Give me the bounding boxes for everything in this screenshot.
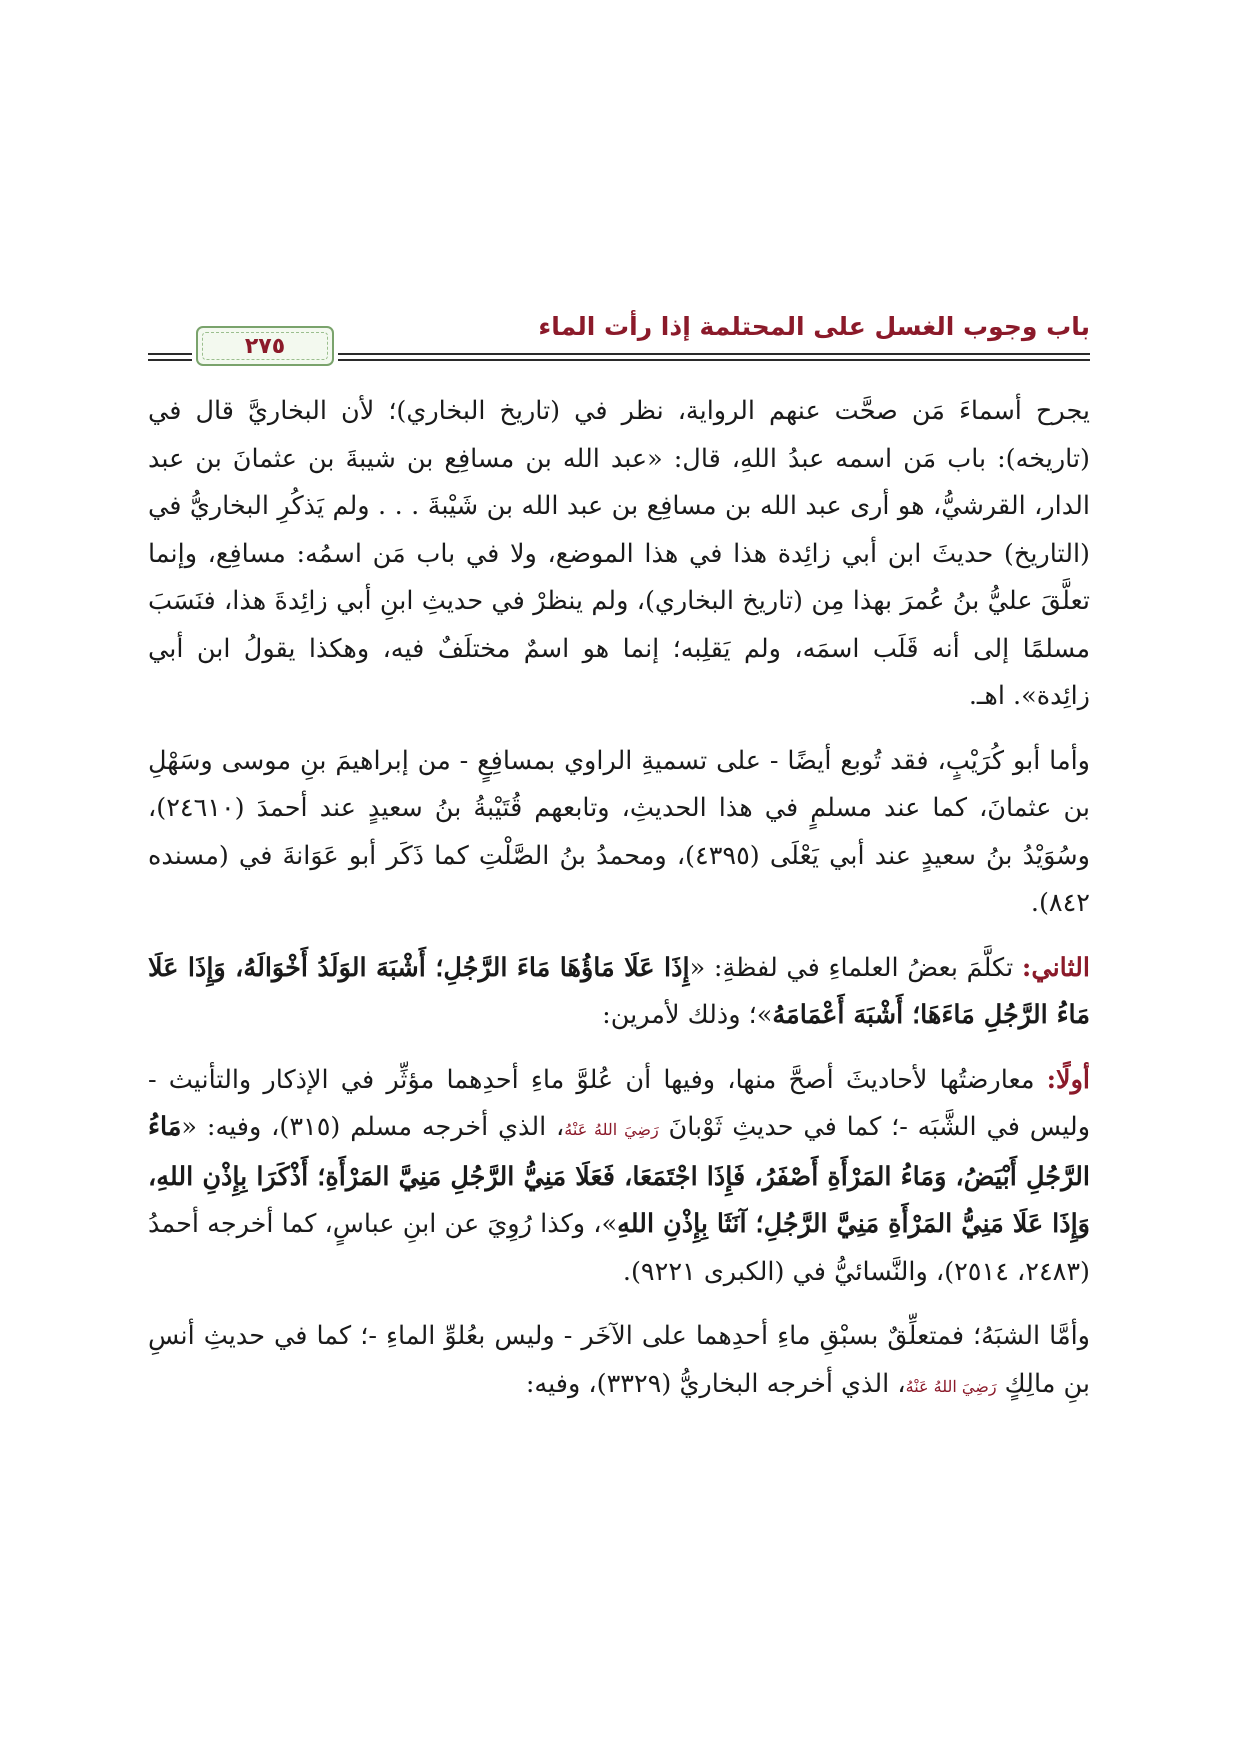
header-rule-left-top — [148, 353, 192, 355]
section-lead: الثاني: — [1021, 952, 1090, 983]
page-body — [148, 388, 1090, 1427]
header-rule-top — [338, 353, 1090, 355]
honorific-glyph: رَضِيَ اللهُ عَنْهُ — [905, 1376, 997, 1396]
paragraph-text: ، الذي أخرجه البخاريُّ (٣٣٢٩)، وفيه: — [525, 1368, 906, 1399]
paragraph-text: »، وكذا رُوِيَ عن ابنِ عباسٍ، كما أخرجه أحمدُ (٢٤٨٣، ٢٥١٤)، والنَّسائيُّ في (الكبرى ٩٢٢١). — [148, 1209, 1090, 1287]
running-title: باب وجوب الغسل على المحتلمة إذا رأت الماء — [538, 312, 1090, 341]
section-lead: أولًا: — [1046, 1064, 1090, 1095]
paragraph-text: وأما أبو كُرَيْبٍ، فقد تُوبع أيضًا - على تسميةِ الراوي بمسافِعٍ - من إبراهيمَ بنِ موسى وسَهْلِ بن عثمانَ، كما عند مسلمٍ في هذا الحديثِ، وتابعهم قُتَيْبةُ بنُ سعيدٍ عند أحمدَ (٢٤٦١٠)، وسُوَيْدُ بنُ سعيدٍ عند أبي يَعْلَى (٤٣٩٥)، ومحمدُ بنُ الصَّلْتِ كما ذَكَر أبو عَوَانةَ في (مسنده ٨٤٢). — [148, 745, 1090, 918]
header-rule-bottom — [338, 359, 1090, 361]
paragraph-5 — [148, 1313, 1090, 1410]
paragraph-4 — [148, 1057, 1090, 1297]
paragraph-text: يجرح أسماءَ مَن صحَّت عنهم الرواية، نظر في (تاريخ البخاري)؛ لأن البخاريَّ قال في (تاريخه): باب مَن اسمه عبدُ اللهِ، قال: «عبد الله بن مسافِع بن شيبةَ بن عثمانَ بن عبد الدار، القرشيُّ، هو أرى عبد الله بن مسافِع بن عبد الله بن شَيْبةَ . . . ولم يَذكُرِ البخاريُّ في (التاريخ) حديثَ ابن أبي زائِدة هذا في هذا الموضع، ولا في باب مَن اسمُه: مسافِع، وإنما تعلَّقَ عليُّ بنُ عُمرَ بهذا مِن (تاريخ البخاري)، ولم ينظرْ في حديثِ ابنِ أبي زائِدةَ هذا، فنَسَبَ مسلمًا إلى أنه قَلَب اسمَه، ولم يَقلِبه؛ إنما هو اسمٌ مختلَفٌ فيه، وهكذا يقولُ ابن أبي زائِدة». اهـ. — [148, 396, 1090, 711]
hadith-quote: مَاءُ الرَّجُلِ أَبْيَضُ، وَمَاءُ المَرْأَةِ أَصْفَرُ، فَإِذَا اجْتَمَعَا، فَعَلَا مَنِيُّ الرَّجُلِ مَنِيَّ المَرْأَةِ؛ أَذْكَرَا بِإِذْنِ اللهِ، وَإِذَا عَلَا مَنِيُّ المَرْأَةِ مَنِيَّ الرَّجُلِ؛ آنَثَا بِإِذْنِ اللهِ — [148, 1112, 1090, 1239]
honorific-glyph: رَضِيَ اللهُ عَنْهُ — [564, 1120, 659, 1139]
hadith-quote: إِذَا عَلَا مَاؤُهَا مَاءَ الرَّجُلِ؛ أَشْبَهَ الوَلَدُ أَخْوَالَهُ، وَإِذَا عَلَا مَاءُ الرَّجُلِ مَاءَهَا؛ أَشْبَهَ أَعْمَامَهُ — [148, 952, 1090, 1030]
paragraph-2 — [148, 738, 1090, 928]
paragraph-text: »؛ وذلك لأمرين: — [602, 1000, 773, 1030]
paragraph-text: وأمَّا الشبَهُ؛ فمتعلِّقٌ بسبْقِ ماءِ أحدِهما على الآخَر - وليس بعُلوِّ الماءِ -؛ كما في حديثِ أنسِ بنِ مالِكٍ — [148, 1321, 1090, 1399]
paragraph-text: تكلَّمَ بعضُ العلماءِ في لفظةِ: « — [689, 952, 1022, 983]
paragraph-3 — [148, 945, 1090, 1040]
page-header — [148, 312, 1090, 364]
paragraph-1 — [148, 388, 1090, 721]
page-number: ٢٧٥ — [244, 333, 286, 359]
paragraph-text: معارضتُها لأحاديثَ أصحَّ منها، وفيها أن عُلوَّ ماءِ أحدِهما مؤثِّر في الإذكار والتأنيث - وليس في الشَّبَه -؛ كما في حديثِ ثَوْبانَ — [148, 1064, 1091, 1142]
paragraph-text: ، الذي أخرجه مسلم (٣١٥)، وفيه: « — [181, 1112, 565, 1142]
header-rule-left-bottom — [148, 359, 192, 361]
page-number-badge — [196, 326, 334, 366]
